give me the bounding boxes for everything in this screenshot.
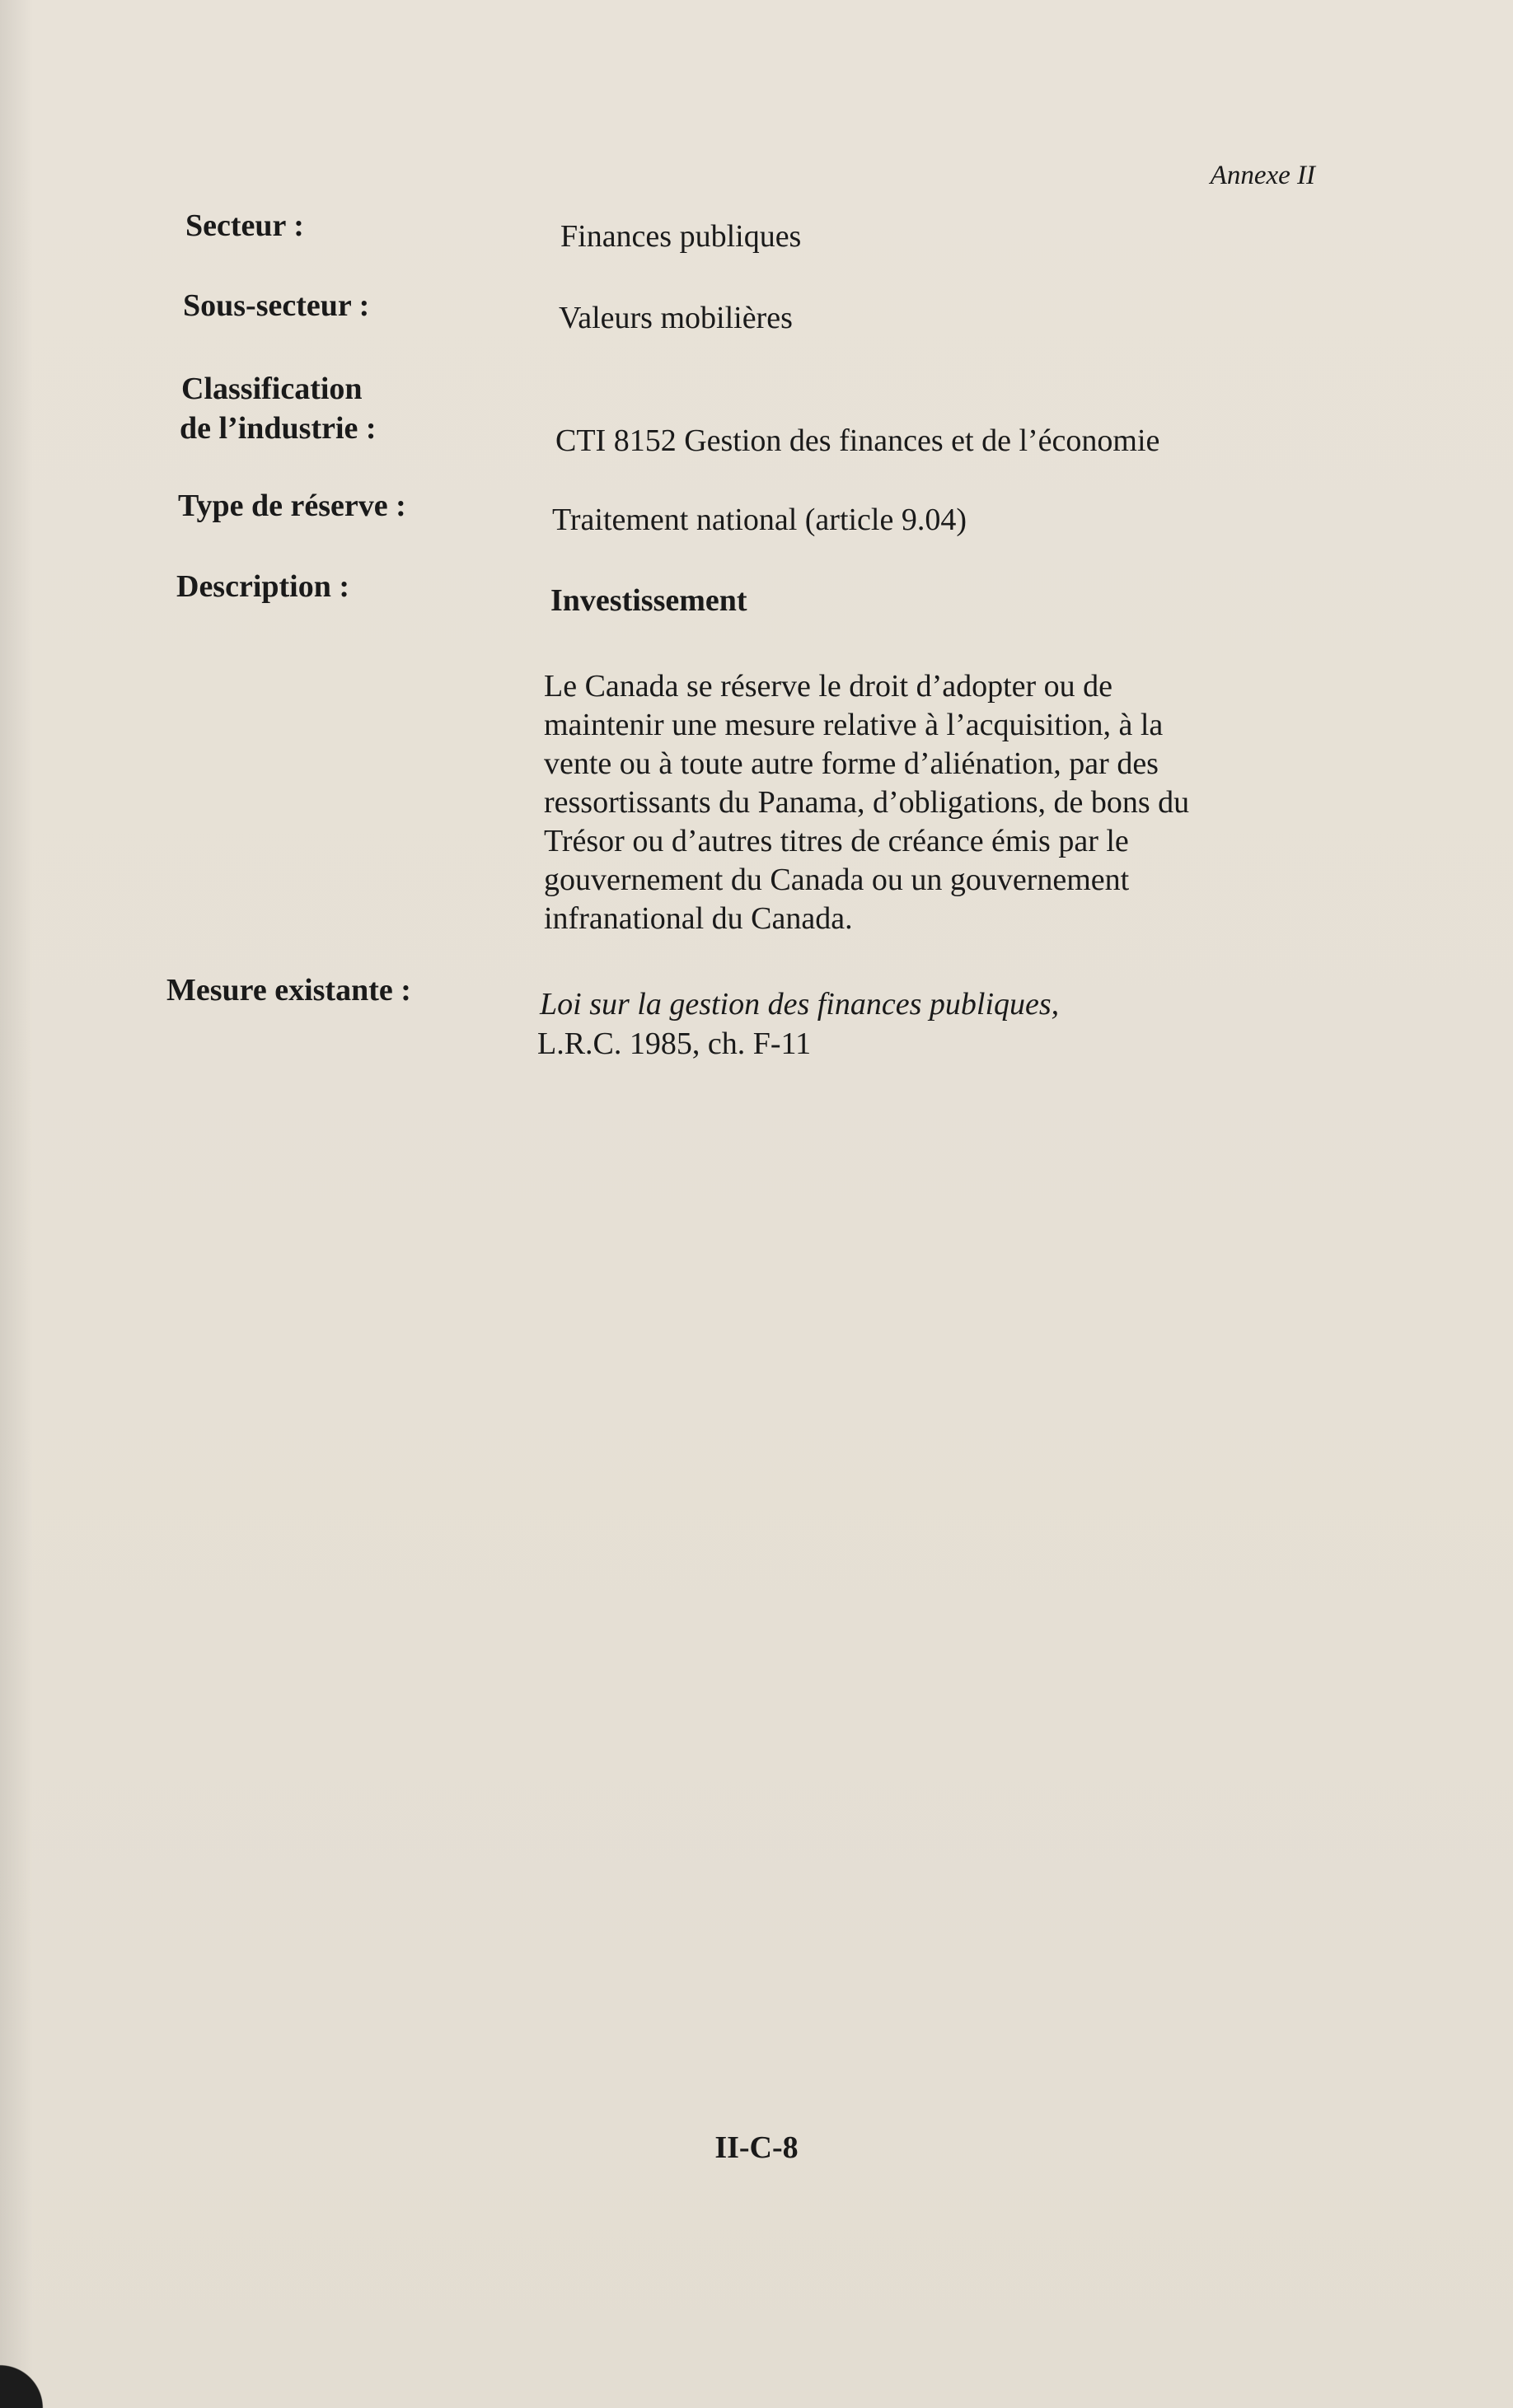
reservation-type-value: Traitement national (article 9.04)	[552, 503, 967, 537]
classification-label-line1: Classification	[181, 372, 363, 406]
page-corner-shadow	[0, 2350, 74, 2408]
description-line: infranational du Canada.	[544, 901, 853, 936]
classification-label-line2: de l’industrie :	[180, 411, 377, 446]
existing-measure-label: Mesure existante :	[166, 973, 411, 1008]
classification-value: CTI 8152 Gestion des finances et de l’économie	[555, 423, 1160, 458]
existing-measure-law-title: Loi sur la gestion des finances publiques,	[540, 987, 1060, 1022]
page-gutter-shadow	[0, 0, 33, 2408]
description-line: ressortissants du Panama, d’obligations, de bons du	[544, 785, 1190, 820]
reservation-type-label: Type de réserve :	[178, 489, 406, 523]
sector-value: Finances publiques	[560, 219, 802, 254]
description-heading: Investissement	[550, 583, 747, 618]
description-line: Le Canada se réserve le droit d’adopter ou de	[544, 669, 1113, 704]
subsector-label: Sous-secteur :	[183, 288, 370, 323]
page-number: II-C-8	[714, 2130, 799, 2165]
description-body	[544, 667, 1269, 938]
description-line: maintenir une mesure relative à l’acquisition, à la	[544, 708, 1164, 742]
sector-label: Secteur :	[185, 208, 304, 243]
description-label: Description :	[176, 569, 350, 604]
annex-header: Annexe II	[1210, 161, 1315, 190]
existing-measure-citation: L.R.C. 1985, ch. F-11	[537, 1026, 812, 1061]
description-line: Trésor ou d’autres titres de créance émis par le	[544, 824, 1129, 858]
description-line: vente ou à toute autre forme d’aliénation, par des	[544, 746, 1159, 781]
subsector-value: Valeurs mobilières	[559, 301, 793, 335]
description-line: gouvernement du Canada ou un gouvernement	[544, 863, 1130, 897]
